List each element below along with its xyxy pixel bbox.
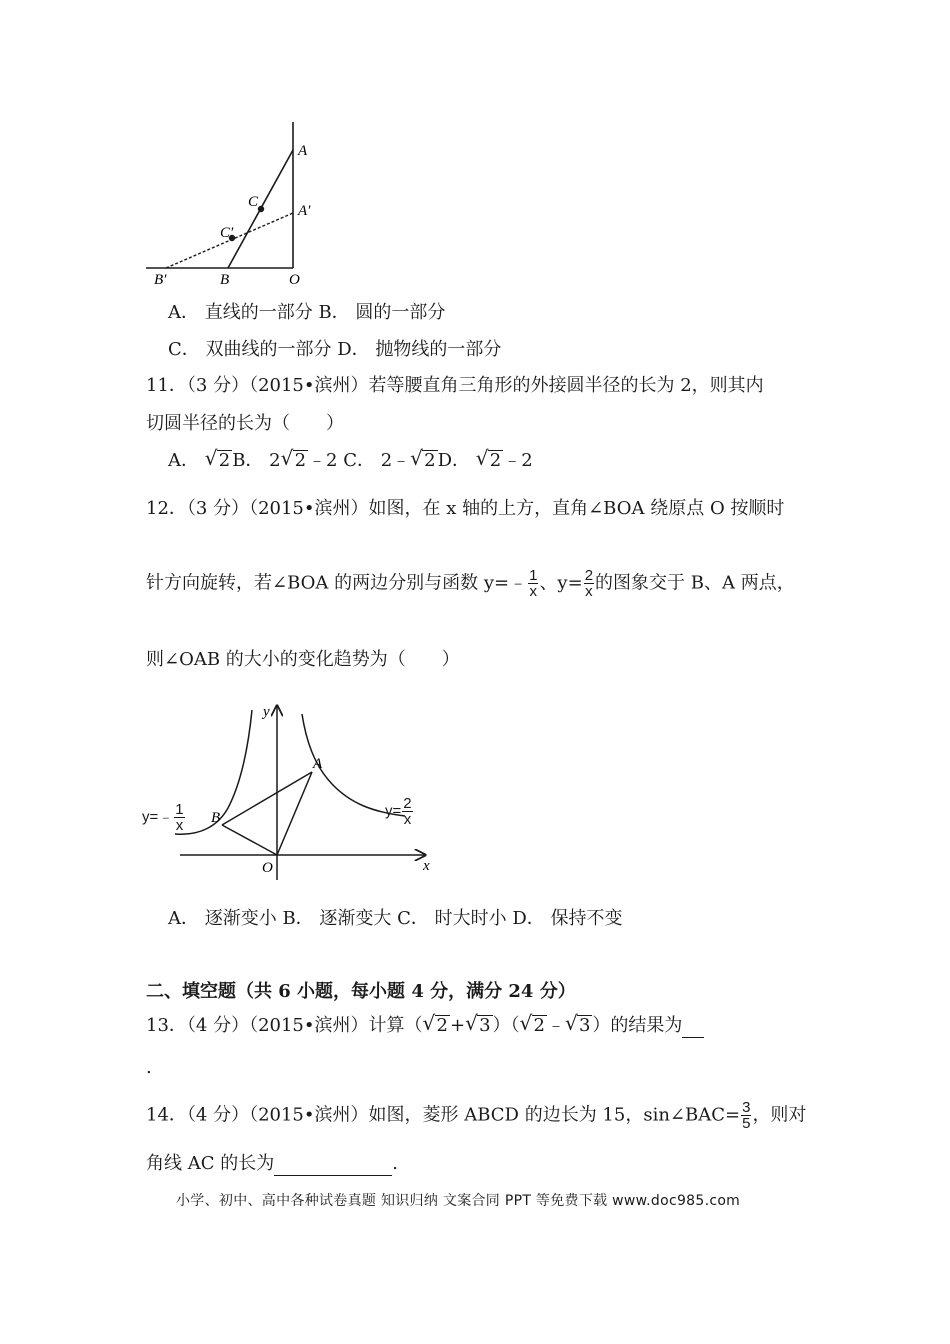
fig2-left-function-label: y=﹣ $\frac{1}{x}$ (142, 801, 184, 834)
fig2-right-function-label: y= $\frac{2}{x}$ (385, 795, 412, 828)
q14-line2: 角线 AC 的长为 . (146, 1153, 398, 1174)
q12-options: A． 逐渐变小 B． 逐渐变大 C． 时大时小 D． 保持不变 (168, 908, 623, 929)
q12-line1: 12．（3 分）（2015•滨州）如图，在 x 轴的上方，直角∠BOA 绕原点 O 按顺时 (146, 498, 785, 519)
q14-line1: 14．（4 分）（2015•滨州）如图，菱形 ABCD 的边长为 15，sin∠BAC= $\frac{3}{5}$ ，则对 (146, 1099, 807, 1132)
q12-line2-pre: 针方向旋转，若∠BOA 的两边分别与函数 y=﹣ (146, 572, 528, 594)
label-c: C (248, 194, 259, 210)
hyperbola-figure (140, 700, 440, 885)
page-footer: 小学、初中、高中各种试卷真题 知识归纳 文案合同 PPT 等免费下载 www.doc985.com (176, 1193, 741, 1209)
ladder-figure (140, 118, 320, 288)
q12-line2-mid: 、y= (539, 572, 583, 594)
q13-answer-blank (682, 1019, 704, 1038)
q14-frac-3-over-5: $\frac{3}{5}$ (742, 1099, 751, 1132)
q10-options-line1: A． 直线的一部分 B． 圆的一部分 (168, 302, 446, 323)
label-o: O (262, 860, 273, 876)
q12-line2-post: 的图象交于 B、A 两点， (595, 572, 795, 594)
q11-opt-d-prefix: D． (437, 450, 471, 471)
q10-options-line2: C． 双曲线的一部分 D． 抛物线的一部分 (168, 339, 502, 360)
q11-options (168, 449, 533, 473)
q12-frac-1-over-x: $\frac{1}{x}$ (529, 567, 538, 600)
label-a: A (313, 756, 323, 772)
q11-line2: 切圆半径的长为（ ） (146, 413, 344, 434)
q11-opt-c-radical: √ 2 (412, 449, 437, 473)
label-c-prime: C′ (220, 225, 234, 241)
label-y-axis: y (263, 704, 270, 720)
q11-opt-b-radical: √ 2 (283, 449, 308, 473)
q11-opt-b-prefix: B． 2 (232, 450, 281, 471)
q11-opt-b-suffix: ﹣2 C． 2﹣ (308, 450, 411, 471)
label-b: B (211, 810, 221, 826)
q14-answer-blank (274, 1157, 392, 1176)
segment-ab (222, 772, 312, 825)
q12-line3: 则∠OAB 的大小的变化趋势为（ ） (146, 649, 460, 670)
label-b: B (220, 272, 230, 288)
q11-line1: 11．（3 分）（2015•滨州）若等腰直角三角形的外接圆半径的长为 2，则其内 (146, 375, 764, 396)
label-o: O (289, 272, 300, 288)
q11-opt-a-prefix: A． (168, 450, 199, 471)
q11-opt-d-radical: √ 2 (478, 449, 503, 473)
q11-opt-d-suffix: ﹣2 (503, 450, 533, 471)
q13-line2: . (146, 1057, 152, 1078)
section-heading: 二、填空题（共 6 小题，每小题 4 分，满分 24 分） (146, 981, 576, 1002)
label-a: A (298, 143, 308, 159)
label-b-prime: B′ (154, 272, 167, 288)
point-c (258, 206, 264, 212)
segment-oa (277, 772, 312, 855)
q11-opt-a-radical: √ 2 (207, 449, 232, 473)
q12-line2 (146, 568, 795, 599)
label-x-axis: x (423, 858, 430, 874)
q13-line1: 13．（4 分）（2015•滨州）计算（√ 2 +√ 3 ）（√ 2 ﹣√ 3 ）的结果为 (146, 1014, 704, 1038)
q12-frac-2-over-x: $\frac{2}{x}$ (584, 567, 594, 600)
label-a-prime: A′ (298, 203, 311, 219)
segment-ob (222, 825, 277, 855)
